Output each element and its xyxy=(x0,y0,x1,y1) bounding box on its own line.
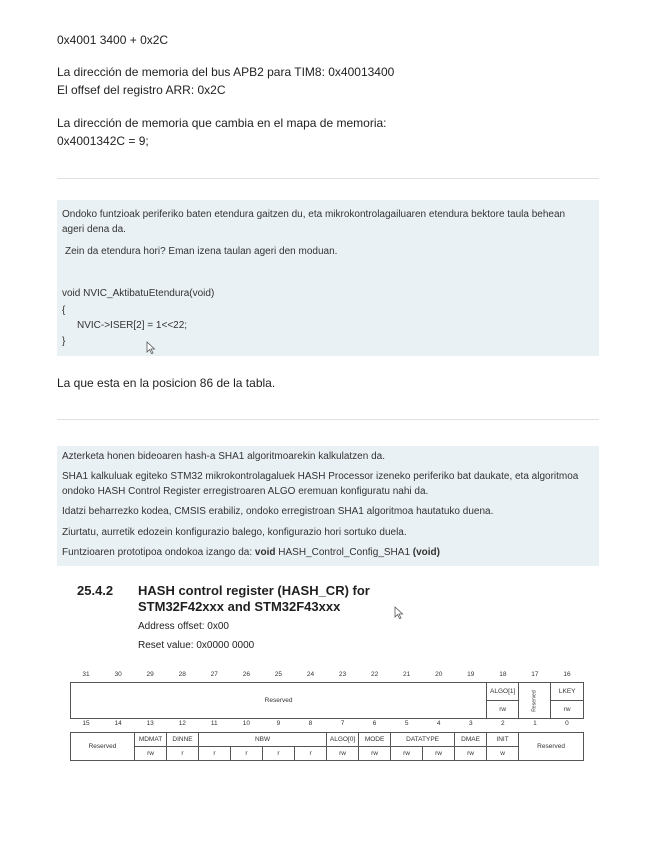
code-line: void NVIC_AktibatuEtendura(void) xyxy=(62,288,215,299)
reserved-field: Reserved xyxy=(519,683,551,719)
access-r: r xyxy=(167,747,199,761)
reserved-field: Reserved xyxy=(71,733,135,761)
question-text: Zein da etendura hori? Eman izena taulan ageri den moduan. xyxy=(65,246,338,257)
mouse-cursor-icon xyxy=(394,606,404,620)
prototype-function: HASH_Control_Config_SHA1 xyxy=(278,547,410,558)
answer-line: La dirección de memoria que cambia en el mapa de memoria: xyxy=(57,116,387,130)
dinne-field: DINNE xyxy=(167,733,199,747)
question-text: Ziurtatu, aurretik edozein konfigurazio balego, konfigurazio hori sortuko duela. xyxy=(62,527,407,538)
access-rw: rw xyxy=(359,747,391,761)
mouse-cursor-icon xyxy=(146,341,156,355)
datatype-field: DATATYPE xyxy=(391,733,455,747)
code-line: { xyxy=(62,305,66,316)
dmae-field: DMAE xyxy=(455,733,487,747)
access-rw: rw xyxy=(391,747,423,761)
reserved-field: Reserved xyxy=(519,733,584,761)
answer-line: 0x4001 3400 + 0x2C xyxy=(57,33,169,47)
answer-line: La que esta en la posicion 86 de la tabla. xyxy=(57,376,276,390)
bit-numbers-high: 31 30 29 28 27 26 25 24 23 22 21 20 19 18 17 16 xyxy=(82,671,571,678)
question-text: Idatzi beharrezko kodea, CMSIS erabiliz, ondoko erregistroan SHA1 algoritmoa hautatuko duena. xyxy=(62,506,494,517)
prototype-line xyxy=(62,547,440,558)
code-line: } xyxy=(62,336,66,347)
algo0-field: ALGO[0] xyxy=(327,733,359,747)
access-r: r xyxy=(263,747,295,761)
access-w: w xyxy=(487,747,519,761)
access-r: r xyxy=(199,747,231,761)
access-rw: rw xyxy=(327,747,359,761)
prototype-void: void xyxy=(254,547,276,558)
nbw-field: NBW xyxy=(199,733,327,747)
access-rw: rw xyxy=(455,747,487,761)
access-r: r xyxy=(231,747,263,761)
answer-line: 0x4001342C = 9; xyxy=(57,134,149,148)
divider xyxy=(57,178,599,179)
access-rw: rw xyxy=(551,701,584,719)
question-text: ageri dena da. xyxy=(62,224,126,235)
algo1-field: ALGO[1] xyxy=(487,683,519,701)
section-number: 25.4.2 xyxy=(77,583,114,598)
reset-value: Reset value: 0x0000 0000 xyxy=(138,640,255,651)
bit-numbers-low: 15 14 13 12 11 10 9 8 7 6 5 4 3 2 1 0 xyxy=(82,720,569,727)
register-table-low xyxy=(70,732,584,761)
init-field: INIT xyxy=(487,733,519,747)
access-rw: rw xyxy=(487,701,519,719)
divider xyxy=(57,419,599,420)
mdmat-field: MDMAT xyxy=(135,733,167,747)
access-r: r xyxy=(295,747,327,761)
mode-field: MODE xyxy=(359,733,391,747)
answer-line: El offsef del registro ARR: 0x2C xyxy=(57,83,226,97)
address-offset: Address offset: 0x00 xyxy=(138,621,229,632)
reserved-field: Reserved xyxy=(71,683,487,719)
answer-line: La dirección de memoria del bus APB2 para TIM8: 0x40013400 xyxy=(57,65,395,79)
code-line: NVIC->ISER[2] = 1<<22; xyxy=(77,320,188,331)
question-text: Azterketa honen bideoaren hash-a SHA1 algoritmoarekin kalkulatzen da. xyxy=(62,451,385,462)
register-title: HASH control register (HASH_CR) for xyxy=(138,583,370,598)
question-text: ondoko HASH Control Register erregistroaren ALGO eremuan konfiguratu nahi da. xyxy=(62,486,429,497)
question-box xyxy=(57,200,599,356)
register-title: STM32F42xxx and STM32F43xxx xyxy=(138,599,341,614)
lkey-field: LKEY xyxy=(551,683,584,701)
register-figure xyxy=(57,570,599,770)
access-rw: rw xyxy=(423,747,455,761)
prototype-void: (void) xyxy=(412,547,440,558)
question-box xyxy=(57,446,599,566)
register-table-high xyxy=(70,682,584,719)
prototype-prefix: Funtzioaren prototipoa ondokoa izango da: xyxy=(62,547,253,558)
question-text: SHA1 kalkuluak egiteko STM32 mikrokontrolagaluek HASH Processor izeneko periferiko bat daukate, eta algoritmoa xyxy=(62,471,579,482)
question-text: Ondoko funtzioak periferiko baten etendura gaitzen du, eta mikrokontrolagailuaren etendura bektore taula behean xyxy=(62,209,566,220)
access-rw: rw xyxy=(135,747,167,761)
